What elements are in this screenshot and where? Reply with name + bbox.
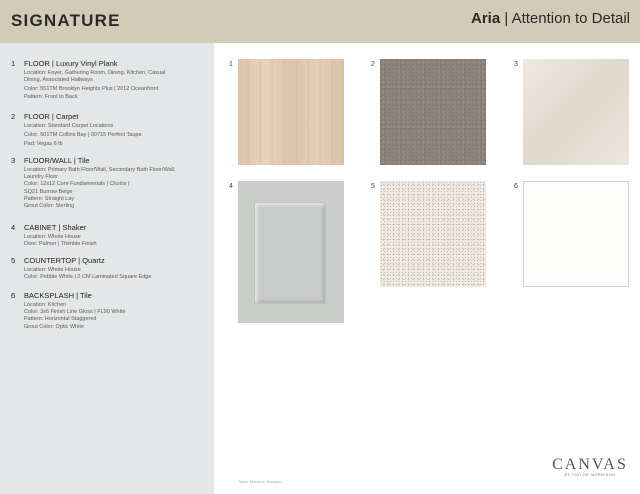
swatch-label-6: 6 bbox=[514, 183, 518, 190]
item-number: 3 bbox=[11, 156, 16, 165]
item-detail: Color: 3x6 Finish Line Gloss | FL90 White bbox=[24, 309, 126, 316]
item-detail: Color: 501TM Collins Bay | 00715 Perfect Taupe bbox=[24, 132, 142, 139]
plan-name: Aria bbox=[471, 10, 501, 27]
item-heading: BACKSPLASH | Tile bbox=[24, 291, 92, 300]
title-separator: | bbox=[500, 10, 512, 27]
item-number: 4 bbox=[11, 223, 16, 232]
item-heading: FLOOR | Luxury Vinyl Plank bbox=[24, 59, 118, 68]
item-number: 6 bbox=[11, 291, 16, 300]
footnote: Taylor Morrison Houston bbox=[238, 479, 282, 484]
swatch-label-1: 1 bbox=[229, 61, 233, 68]
item-detail: Location: Whole House bbox=[24, 267, 81, 273]
item-detail: Pattern: Horizontal Staggered bbox=[24, 316, 97, 323]
swatch-backsplash-tile bbox=[523, 181, 629, 287]
plan-title bbox=[471, 10, 630, 27]
item-detail: Location: Foyer, Gathering Room, Dining, Kitchen, Casual bbox=[24, 70, 166, 76]
item-number: 2 bbox=[11, 112, 16, 121]
item-detail: Dining, Associated Hallways bbox=[24, 77, 93, 84]
item-detail: Pattern: Front to Back bbox=[24, 93, 78, 100]
swatch-label-3: 3 bbox=[514, 61, 518, 68]
item-detail: SQ21 Burrow Beige bbox=[24, 188, 73, 195]
item-detail: Color: 12x12 Core Fundamentals | Choice | bbox=[24, 181, 130, 188]
item-detail: Grout Color: Optic White bbox=[24, 323, 84, 330]
item-heading: COUNTERTOP | Quartz bbox=[24, 256, 105, 265]
item-heading: FLOOR | Carpet bbox=[24, 112, 79, 121]
item-detail: Pattern: Straight Lay bbox=[24, 195, 75, 202]
selections-sidebar bbox=[0, 43, 214, 494]
item-detail: Color: Pebble White | 2 CM Laminated Square Edge bbox=[24, 274, 152, 281]
plan-subtitle: Attention to Detail bbox=[511, 10, 630, 27]
item-detail: Color: 551TM Brooklyn Heights Plus | 2012 Oceanfront bbox=[24, 86, 159, 93]
item-number: 1 bbox=[11, 59, 16, 68]
item-number: 5 bbox=[11, 256, 16, 265]
item-detail: Location: Primary Bath Floor/Wall, Secondary Bath Floor/Wall, bbox=[24, 167, 176, 173]
swatch-carpet bbox=[380, 59, 486, 165]
item-detail: Location: Whole House bbox=[24, 234, 81, 240]
cabinet-door-panel bbox=[255, 203, 325, 303]
swatch-luxury-vinyl-plank bbox=[238, 59, 344, 165]
swatch-label-4: 4 bbox=[229, 183, 233, 190]
logo-wordmark: CANVAS bbox=[552, 456, 628, 473]
item-detail: Laundry Floor bbox=[24, 174, 58, 181]
brand-title: SIGNATURE bbox=[11, 11, 121, 30]
item-heading: CABINET | Shaker bbox=[24, 223, 87, 232]
item-detail: Location: Kitchen bbox=[24, 302, 67, 308]
swatch-label-5: 5 bbox=[371, 183, 375, 190]
item-detail: Grout Color: Sterling bbox=[24, 203, 75, 210]
swatch-shaker-cabinet bbox=[238, 181, 344, 323]
page-header bbox=[0, 0, 640, 43]
swatch-quartz-countertop bbox=[380, 181, 486, 287]
canvas-logo bbox=[547, 456, 633, 477]
swatch-label-2: 2 bbox=[371, 61, 375, 68]
item-detail: Pad: Vegas 6 lb bbox=[24, 141, 63, 148]
logo-tagline: BY TAYLOR MORRISON bbox=[564, 473, 616, 477]
swatch-floor-wall-tile bbox=[523, 59, 629, 165]
item-detail: Location: Standard Carpet Locations bbox=[24, 123, 114, 129]
item-heading: FLOOR/WALL | Tile bbox=[24, 156, 90, 165]
item-detail: Door: Palmer | Thimble Finish bbox=[24, 241, 97, 248]
